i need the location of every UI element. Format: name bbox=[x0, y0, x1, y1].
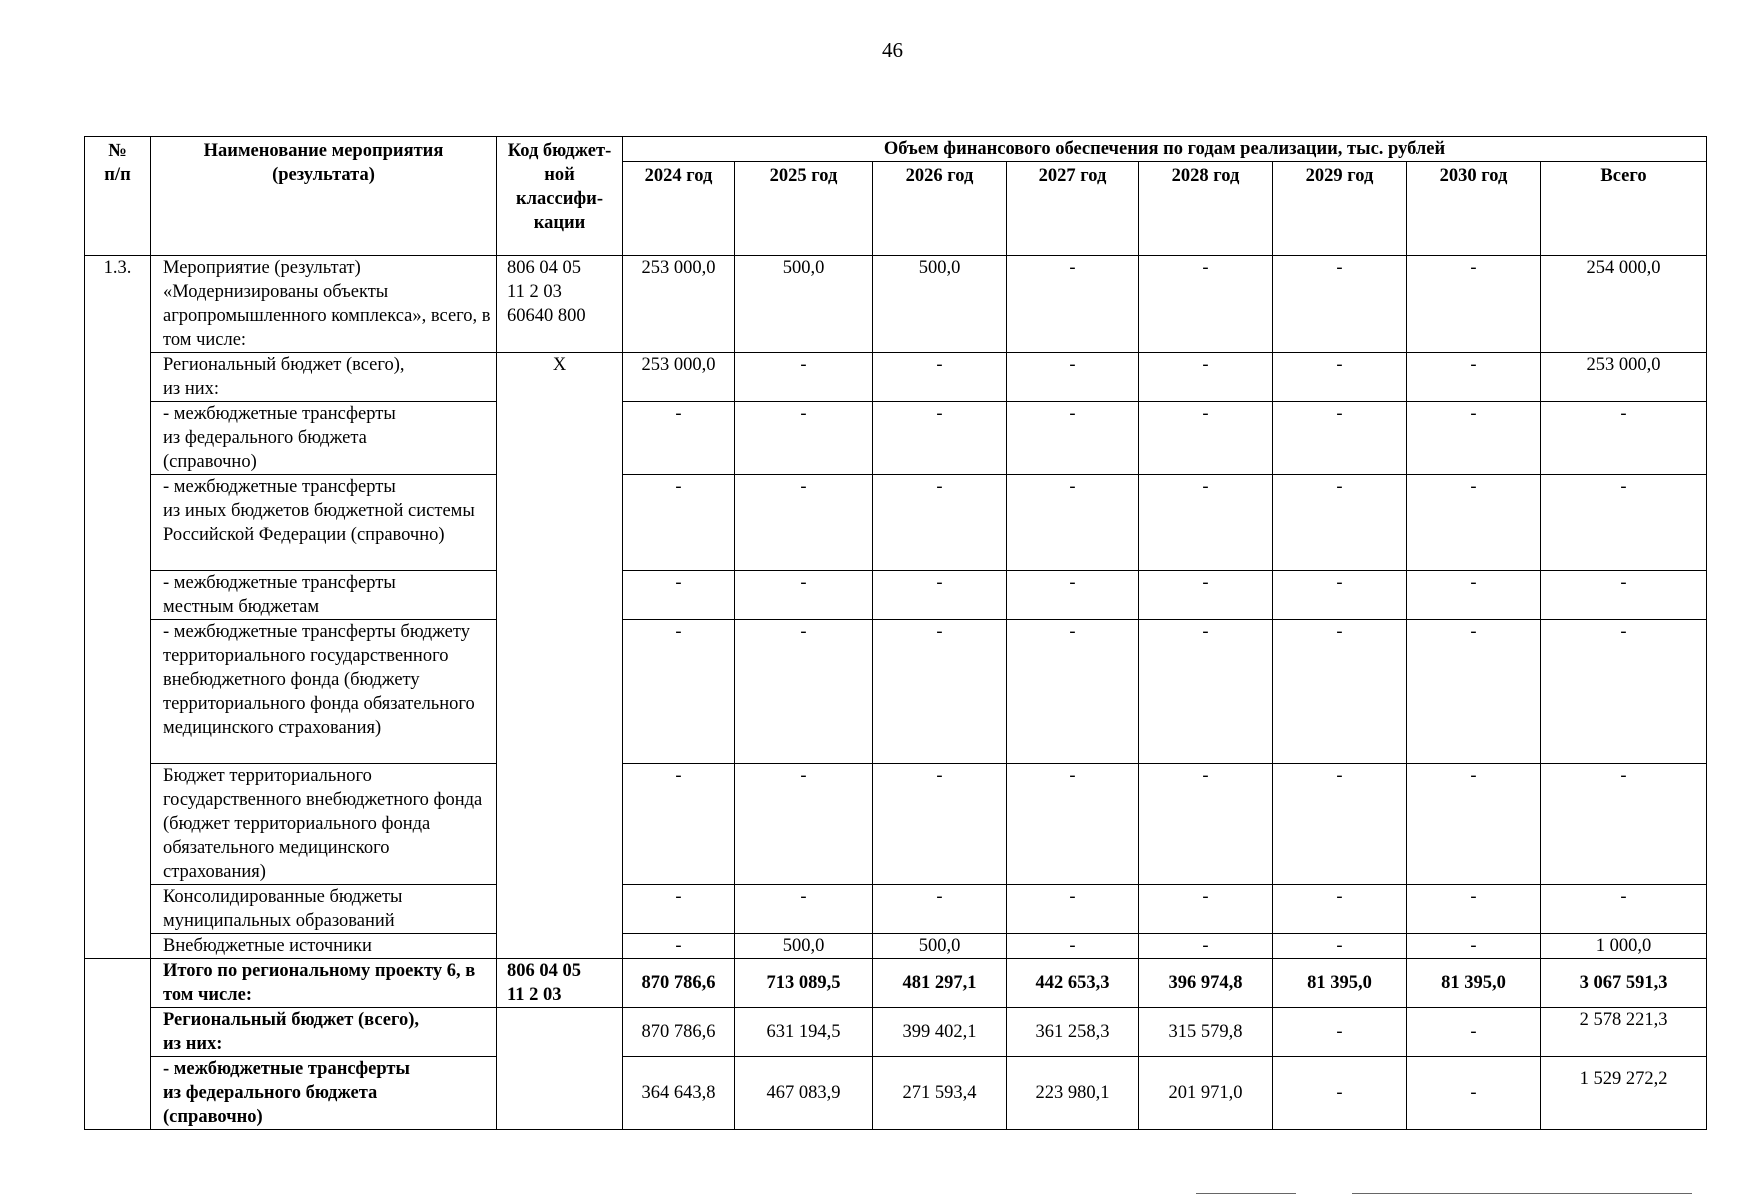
value-cell: 1 529 272,2 bbox=[1541, 1057, 1707, 1130]
value-cell: 315 579,8 bbox=[1139, 1008, 1273, 1057]
value-cell: 361 258,3 bbox=[1007, 1008, 1139, 1057]
value-cell: - bbox=[873, 475, 1007, 571]
header-code: Код бюджет-ной классифи-кации bbox=[497, 137, 623, 256]
value-cell: 1 000,0 bbox=[1541, 934, 1707, 959]
row-name: Региональный бюджет (всего), из них: bbox=[151, 1008, 497, 1057]
row-name: Бюджет территориального государственного внебюджетного фонда (бюджет территориального фонда обязательного медицинского страхования) bbox=[151, 764, 497, 885]
value-cell: - bbox=[735, 764, 873, 885]
value-cell: - bbox=[1541, 475, 1707, 571]
value-cell: 399 402,1 bbox=[873, 1008, 1007, 1057]
table-row bbox=[85, 1057, 1707, 1130]
row-code: 806 04 05 11 2 03 60640 800 bbox=[497, 256, 623, 353]
value-cell: - bbox=[1407, 571, 1541, 620]
row-num: 1.3. bbox=[85, 256, 151, 959]
value-cell: - bbox=[1273, 353, 1407, 402]
value-cell: - bbox=[1007, 571, 1139, 620]
value-cell: - bbox=[1407, 620, 1541, 764]
value-cell: - bbox=[1407, 1008, 1541, 1057]
value-cell: 467 083,9 bbox=[735, 1057, 873, 1130]
value-cell: 870 786,6 bbox=[623, 959, 735, 1008]
value-cell: - bbox=[1139, 402, 1273, 475]
value-cell: 81 395,0 bbox=[1407, 959, 1541, 1008]
value-cell: - bbox=[1541, 764, 1707, 885]
value-cell: 500,0 bbox=[735, 934, 873, 959]
table-row bbox=[85, 934, 1707, 959]
value-cell: 500,0 bbox=[873, 256, 1007, 353]
value-cell: - bbox=[1273, 620, 1407, 764]
header-volume: Объем финансового обеспечения по годам реализации, тыс. рублей bbox=[623, 137, 1707, 162]
value-cell: 870 786,6 bbox=[623, 1008, 735, 1057]
header-year-2029: 2029 год bbox=[1273, 162, 1407, 256]
row-code-x: Х bbox=[497, 353, 623, 959]
value-cell: - bbox=[1007, 256, 1139, 353]
value-cell: - bbox=[1407, 1057, 1541, 1130]
value-cell: - bbox=[1273, 1057, 1407, 1130]
value-cell: - bbox=[873, 353, 1007, 402]
value-cell: - bbox=[1407, 885, 1541, 934]
value-cell: 253 000,0 bbox=[623, 353, 735, 402]
table-row bbox=[85, 620, 1707, 764]
value-cell: - bbox=[873, 620, 1007, 764]
value-cell: 271 593,4 bbox=[873, 1057, 1007, 1130]
value-cell: - bbox=[1139, 620, 1273, 764]
value-cell: - bbox=[1139, 764, 1273, 885]
value-cell: - bbox=[623, 402, 735, 475]
row-name: - межбюджетные трансферты из иных бюджетов бюджетной системы Российской Федерации (справочно) bbox=[151, 475, 497, 571]
row-name: Региональный бюджет (всего), из них: bbox=[151, 353, 497, 402]
value-cell: - bbox=[623, 764, 735, 885]
value-cell: - bbox=[1139, 934, 1273, 959]
table-row bbox=[85, 402, 1707, 475]
table-row bbox=[85, 764, 1707, 885]
value-cell: - bbox=[1139, 475, 1273, 571]
value-cell: - bbox=[1541, 571, 1707, 620]
value-cell: 3 067 591,3 bbox=[1541, 959, 1707, 1008]
financing-table bbox=[84, 136, 1707, 1130]
value-cell: - bbox=[735, 402, 873, 475]
value-cell: 253 000,0 bbox=[1541, 353, 1707, 402]
value-cell: - bbox=[1273, 1008, 1407, 1057]
footer-line bbox=[1352, 1193, 1692, 1194]
value-cell: - bbox=[1273, 885, 1407, 934]
value-cell: - bbox=[1273, 764, 1407, 885]
value-cell: - bbox=[1273, 475, 1407, 571]
table-row bbox=[85, 256, 1707, 353]
value-cell: - bbox=[1407, 353, 1541, 402]
value-cell: - bbox=[873, 764, 1007, 885]
value-cell: - bbox=[1007, 475, 1139, 571]
value-cell: - bbox=[735, 620, 873, 764]
value-cell: 713 089,5 bbox=[735, 959, 873, 1008]
row-code-empty bbox=[497, 1008, 623, 1130]
value-cell: - bbox=[1273, 256, 1407, 353]
value-cell: - bbox=[1541, 402, 1707, 475]
table-row bbox=[85, 885, 1707, 934]
row-name: Мероприятие (результат) «Модернизированы объекты агропромышленного комплекса», всего, в том числе: bbox=[151, 256, 497, 353]
value-cell: - bbox=[1139, 885, 1273, 934]
value-cell: - bbox=[1007, 402, 1139, 475]
value-cell: - bbox=[1407, 934, 1541, 959]
row-name: - межбюджетные трансферты бюджету территориального государственного внебюджетного фонда (бюджету территориального фонда обязательного медицинского страхования) bbox=[151, 620, 497, 764]
value-cell: - bbox=[1541, 885, 1707, 934]
value-cell: 254 000,0 bbox=[1541, 256, 1707, 353]
page-number: 46 bbox=[882, 38, 903, 62]
value-cell: - bbox=[1407, 402, 1541, 475]
table-row bbox=[85, 1008, 1707, 1057]
header-year-2025: 2025 год bbox=[735, 162, 873, 256]
table-row bbox=[85, 959, 1707, 1008]
value-cell: - bbox=[1407, 764, 1541, 885]
value-cell: - bbox=[623, 934, 735, 959]
value-cell: - bbox=[623, 475, 735, 571]
header-num: № п/п bbox=[85, 137, 151, 256]
value-cell: 253 000,0 bbox=[623, 256, 735, 353]
value-cell: 81 395,0 bbox=[1273, 959, 1407, 1008]
row-code: 806 04 05 11 2 03 bbox=[497, 959, 623, 1008]
row-name: Внебюджетные источники bbox=[151, 934, 497, 959]
value-cell: - bbox=[1273, 571, 1407, 620]
table-row bbox=[85, 475, 1707, 571]
value-cell: 500,0 bbox=[873, 934, 1007, 959]
value-cell: - bbox=[1139, 353, 1273, 402]
value-cell: - bbox=[1007, 934, 1139, 959]
value-cell: - bbox=[873, 885, 1007, 934]
header-year-2028: 2028 год bbox=[1139, 162, 1273, 256]
value-cell: 481 297,1 bbox=[873, 959, 1007, 1008]
header-year-2027: 2027 год bbox=[1007, 162, 1139, 256]
row-name: - межбюджетные трансферты местным бюджетам bbox=[151, 571, 497, 620]
value-cell: - bbox=[1007, 620, 1139, 764]
header-year-2026: 2026 год bbox=[873, 162, 1007, 256]
value-cell: - bbox=[873, 402, 1007, 475]
value-cell: - bbox=[623, 885, 735, 934]
table-row bbox=[85, 571, 1707, 620]
row-num-empty bbox=[85, 959, 151, 1130]
value-cell: - bbox=[735, 885, 873, 934]
table-row bbox=[85, 353, 1707, 402]
value-cell: 364 643,8 bbox=[623, 1057, 735, 1130]
value-cell: - bbox=[1139, 256, 1273, 353]
value-cell: - bbox=[1007, 353, 1139, 402]
value-cell: - bbox=[1273, 934, 1407, 959]
header-year-2030: 2030 год bbox=[1407, 162, 1541, 256]
value-cell: - bbox=[1407, 256, 1541, 353]
value-cell: 396 974,8 bbox=[1139, 959, 1273, 1008]
value-cell: - bbox=[1541, 620, 1707, 764]
row-name: - межбюджетные трансферты из федерального бюджета (справочно) bbox=[151, 402, 497, 475]
value-cell: 223 980,1 bbox=[1007, 1057, 1139, 1130]
value-cell: - bbox=[873, 571, 1007, 620]
footer-line bbox=[1196, 1193, 1296, 1194]
header-year-2024: 2024 год bbox=[623, 162, 735, 256]
header-total: Всего bbox=[1541, 162, 1707, 256]
value-cell: - bbox=[1007, 885, 1139, 934]
header-name: Наименование мероприятия (результата) bbox=[151, 137, 497, 256]
value-cell: 201 971,0 bbox=[1139, 1057, 1273, 1130]
value-cell: - bbox=[735, 353, 873, 402]
value-cell: - bbox=[1139, 571, 1273, 620]
value-cell: 442 653,3 bbox=[1007, 959, 1139, 1008]
value-cell: - bbox=[735, 475, 873, 571]
value-cell: - bbox=[1007, 764, 1139, 885]
value-cell: - bbox=[623, 620, 735, 764]
row-name: Консолидированные бюджеты муниципальных образований bbox=[151, 885, 497, 934]
value-cell: 631 194,5 bbox=[735, 1008, 873, 1057]
value-cell: - bbox=[1407, 475, 1541, 571]
row-name: - межбюджетные трансферты из федерального бюджета (справочно) bbox=[151, 1057, 497, 1130]
value-cell: - bbox=[1273, 402, 1407, 475]
value-cell: - bbox=[735, 571, 873, 620]
row-name: Итого по региональному проекту 6, в том числе: bbox=[151, 959, 497, 1008]
value-cell: 2 578 221,3 bbox=[1541, 1008, 1707, 1057]
value-cell: 500,0 bbox=[735, 256, 873, 353]
value-cell: - bbox=[623, 571, 735, 620]
